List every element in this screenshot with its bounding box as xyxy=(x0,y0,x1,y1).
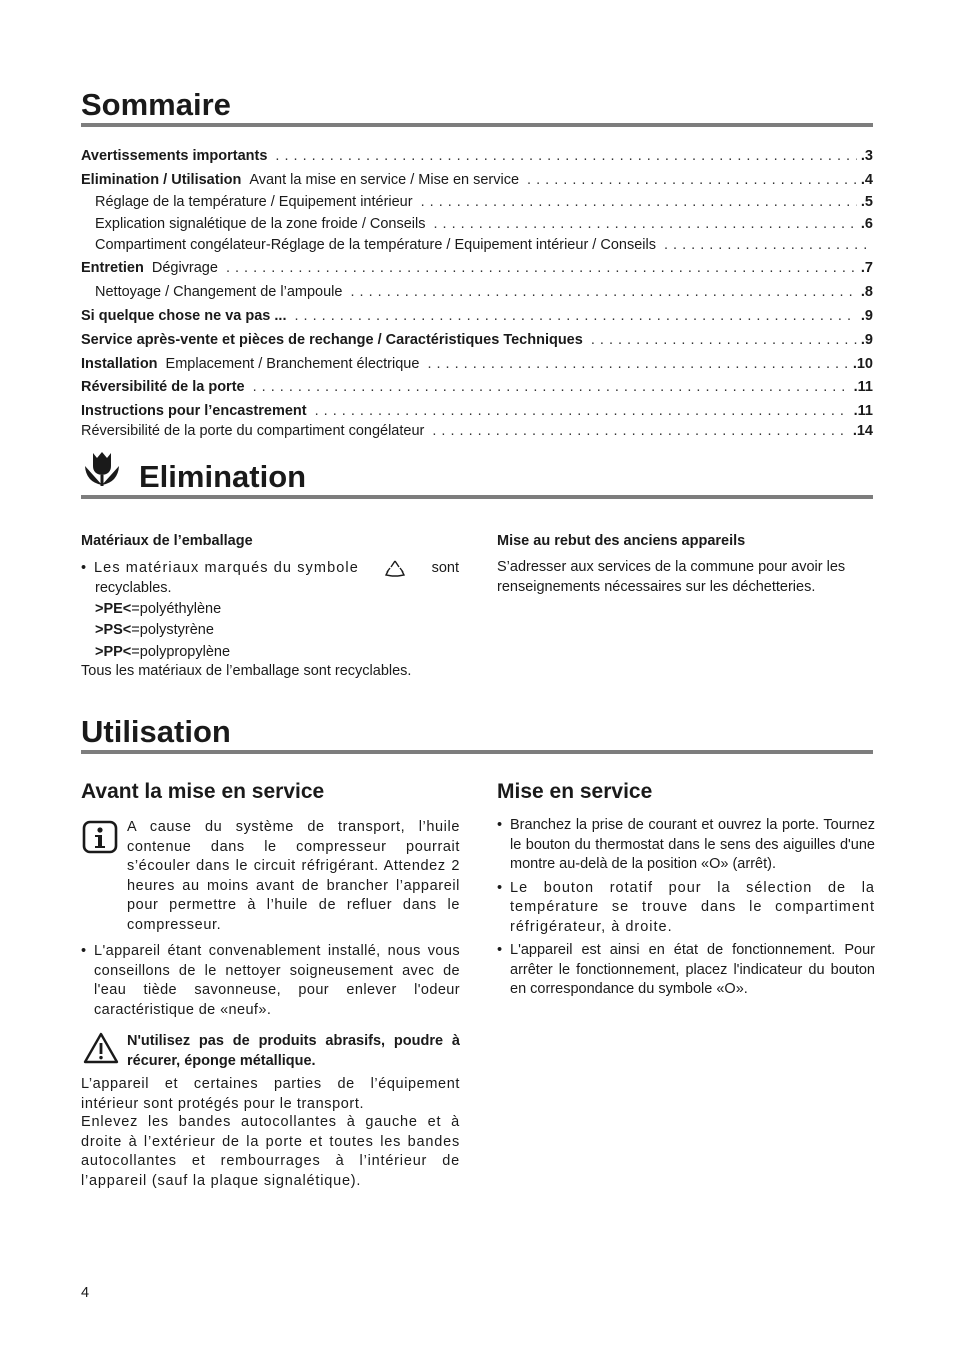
utilisation-title: Utilisation xyxy=(81,714,231,749)
packaging-list xyxy=(81,559,459,682)
toc-leader-dots xyxy=(421,194,857,210)
toc-leader-dots xyxy=(427,356,848,372)
toc-entry[interactable] xyxy=(81,419,873,439)
toc-leader-dots xyxy=(527,172,857,188)
pe-text: =polyéthylène xyxy=(131,600,222,617)
info-text: A cause du système de transport, l’huile contenue dans le compresseur pourrait s’écouler dans le circuit réfrigérant. Attendez 2 heures au moins avant de brancher l’appareil pour permettre à l’huile de refluer dans le compresseur. xyxy=(127,819,460,933)
packaging-bullet: • Les matériaux marqués du symbole sont xyxy=(81,559,459,579)
toc-leader-dots xyxy=(433,216,856,232)
elimination-title: Elimination xyxy=(139,459,307,494)
toc-entry-subtitle: Emplacement / Branchement électrique xyxy=(165,356,420,372)
toc-entry[interactable] xyxy=(81,304,873,324)
toc-entry[interactable] xyxy=(81,144,873,164)
toc-page-number: .10 xyxy=(852,356,873,372)
toc-entry-title: Si quelque chose ne va pas ... xyxy=(81,308,287,324)
mise-bullet-1: • Branchez la prise de courant et ouvrez la porte. Tournez le bouton du thermostat dans le sens des aiguilles d'une montre au-delà de la position «O» (arrêt). xyxy=(497,816,875,875)
toc-entry[interactable] xyxy=(81,256,873,276)
toc-leader-dots xyxy=(226,260,857,276)
mise-bullet-2: • Le bouton rotatif pour la sélection de la température se trouve dans le compartiment réfrigérateur, à droite. xyxy=(497,879,875,938)
toc-entry-subtitle: Réglage de la température / Equipement intérieur xyxy=(95,194,413,210)
pe-code: >PE< xyxy=(95,600,132,617)
disposal-text: S’adresser aux services de la commune pour avoir les renseignements nécessaires sur les déchetteries. xyxy=(497,559,846,595)
toc-entry-subtitle: Compartiment congélateur-Réglage de la température / Equipement intérieur / Conseils xyxy=(95,237,656,253)
toc-leader-dots xyxy=(253,379,850,395)
toc-page-number: .11 xyxy=(853,379,873,395)
toc-entry-subtitle: Avant la mise en service / Mise en service xyxy=(249,172,520,188)
utilisation-rule xyxy=(81,750,873,754)
tape-paragraph: Enlevez les bandes autocollantes à gauche et à droite à l’extérieur de la porte et toutes les bandes autocollantes et rembourrages à l’intérieur de l’appareil (sauf la plaque signalétique). xyxy=(81,1114,460,1189)
toc-entry[interactable] xyxy=(95,280,873,300)
avant-bullet-list xyxy=(81,942,460,1024)
toc-entry-title: Elimination / Utilisation xyxy=(81,172,242,188)
toc-leader-dots xyxy=(315,403,850,419)
toc-entry-title: Service après-vente et pièces de rechange / Caractéristiques Techniques xyxy=(81,332,583,348)
packaging-closing: Tous les matériaux de l’emballage sont recyclables. xyxy=(81,663,412,679)
toc-entry[interactable] xyxy=(95,190,873,210)
toc-page-number: .11 xyxy=(853,403,873,419)
toc-page-number: .3 xyxy=(860,148,873,164)
tulip-icon xyxy=(82,450,122,488)
ps-text: =polystyrène xyxy=(131,622,214,638)
toc-entry[interactable] xyxy=(95,212,873,232)
toc-entry[interactable] xyxy=(81,375,873,395)
packaging-bullet-end: sont xyxy=(431,560,459,577)
elimination-rule xyxy=(81,495,873,499)
warning-text: N'utilisez pas de produits abrasifs, poudre à récurer, éponge métallique. xyxy=(127,1033,460,1069)
mise-heading: Mise en service xyxy=(497,780,653,803)
pp-line xyxy=(81,643,459,663)
toc-leader-dots xyxy=(350,284,856,300)
mise-bullet-3: • L'appareil est ainsi en état de fonctionnement. Pour arrêter le fonctionnement, placez l'indicateur du bouton en correspondance du symbole «O». xyxy=(497,941,875,1000)
toc-page-number: .9 xyxy=(860,308,873,324)
toc-entry-subtitle: Dégivrage xyxy=(151,260,218,276)
toc-leader-dots xyxy=(432,423,848,439)
pe-line xyxy=(81,600,459,620)
toc-entry-title: Entretien xyxy=(81,260,144,276)
warning-icon xyxy=(82,1031,120,1065)
page-number: 4 xyxy=(81,1285,90,1301)
toc-page-number: .4 xyxy=(860,172,873,188)
toc-entry[interactable] xyxy=(81,352,873,372)
ps-code: >PS< xyxy=(95,622,132,638)
sommaire-rule xyxy=(81,123,873,127)
recycle-icon xyxy=(384,559,406,579)
disposal-heading: Mise au rebut des anciens appareils xyxy=(497,533,746,549)
toc-page-number: .6 xyxy=(860,216,873,232)
toc-entry[interactable] xyxy=(81,168,873,188)
toc-leader-dots xyxy=(591,332,857,348)
toc-entry[interactable] xyxy=(95,233,873,253)
sommaire-title: Sommaire xyxy=(81,87,231,122)
info-icon xyxy=(82,820,118,854)
toc-entry[interactable] xyxy=(81,399,873,419)
pp-code: >PP< xyxy=(95,643,132,660)
transport-paragraph: L’appareil et certaines parties de l’équipement intérieur sont protégés pour le transport. xyxy=(81,1076,460,1112)
toc-leader-dots xyxy=(275,148,856,164)
toc-entry-title: Réversibilité de la porte xyxy=(81,379,245,395)
toc-page-number: .8 xyxy=(860,284,873,300)
toc-page-number: .14 xyxy=(852,423,873,439)
ps-line xyxy=(81,621,459,641)
toc-entry-title: Instructions pour l’encastrement xyxy=(81,403,307,419)
toc-entry-title: Avertissements importants xyxy=(81,148,268,164)
toc-leader-dots xyxy=(664,237,869,253)
toc-entry-subtitle: Réversibilité de la porte du compartiment congélateur xyxy=(81,423,425,439)
toc-entry[interactable] xyxy=(81,328,873,348)
avant-heading: Avant la mise en service xyxy=(81,780,325,803)
toc-entry-title: Installation xyxy=(81,356,158,372)
toc-page-number: .7 xyxy=(860,260,873,276)
pp-text: =polypropylène xyxy=(131,643,231,660)
toc-page-number: .9 xyxy=(860,332,873,348)
toc-leader-dots xyxy=(295,308,857,324)
packaging-bullet-text: Les matériaux marqués du symbole xyxy=(94,560,359,577)
packaging-heading: Matériaux de l’emballage xyxy=(81,533,253,549)
packaging-recyclable: recyclables. xyxy=(95,580,172,596)
toc-entry-subtitle: Nettoyage / Changement de l’ampoule xyxy=(95,284,343,300)
toc-entry-subtitle: Explication signalétique de la zone froide / Conseils xyxy=(95,216,426,232)
mise-list xyxy=(497,816,875,1004)
avant-bullet: • L'appareil étant convenablement installé, nous vous conseillons de le nettoyer soigneusement avec de l'eau tiède savonneuse, pour enlever l'odeur caractéristique de «neuf». xyxy=(81,942,460,1020)
toc-page-number: .5 xyxy=(860,194,873,210)
